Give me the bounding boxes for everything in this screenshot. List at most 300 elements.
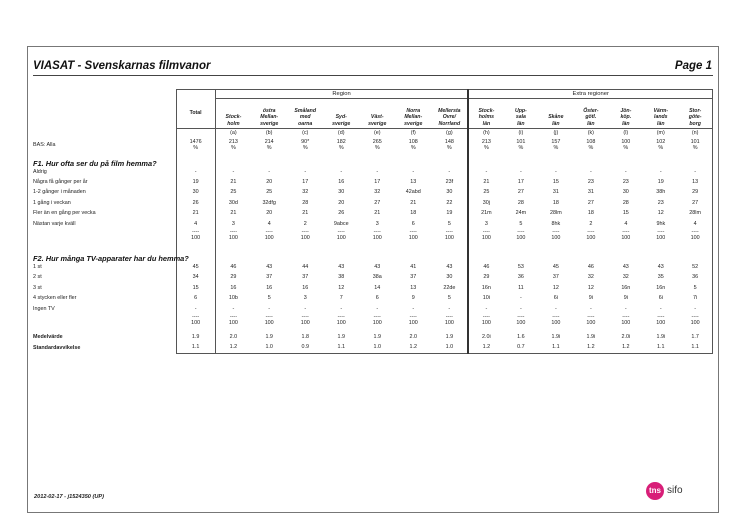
cell-value: 32 (302, 189, 309, 196)
cell-value: 9i (588, 295, 593, 302)
sum-value: ---- 100 (678, 229, 712, 242)
cell-value: 1.9 (445, 333, 454, 340)
cell-value: 7i (678, 294, 712, 304)
cell-value: - (659, 168, 662, 175)
column-header: östra Mellan- sverige (251, 99, 287, 129)
sum-value: ---- 100 (656, 229, 666, 241)
sum-value: ---- 100 (264, 314, 274, 326)
column-header: Stock- holm (215, 99, 251, 129)
row-label: 3 st (33, 284, 42, 291)
column-header: Mellersta Ovre/ Norrland (431, 99, 468, 129)
column-letter: (l) (623, 130, 629, 136)
sum-value: ---- 100 (176, 229, 215, 242)
cell-value: 14 (374, 284, 381, 291)
cell-value: 12 (657, 210, 664, 217)
cell-value: 1.1 (678, 343, 712, 354)
cell-value: 6 (375, 295, 379, 302)
cell-value: 13 (410, 284, 417, 291)
bas-row (33, 138, 713, 152)
cell-value: 21 (215, 177, 251, 187)
blank-cell (287, 152, 323, 167)
sum-value: ---- 100 (621, 314, 631, 326)
crosstab-table (33, 89, 713, 354)
cell-value: 1.2 (573, 343, 608, 354)
column-header: Total (176, 99, 215, 129)
cell-value: - (448, 168, 451, 175)
cell-value: 0.7 (503, 343, 538, 354)
sum-value: ---- 100 (678, 314, 712, 327)
cell-value: 1.8 (301, 333, 309, 340)
blank-cell (468, 247, 503, 262)
bas-value: 213 % (215, 138, 251, 152)
cell-value: 15 (176, 283, 215, 293)
cell-value: - (215, 304, 251, 314)
cell-value: - (678, 304, 712, 314)
question-row (33, 152, 713, 167)
sum-value: ---- 100 (656, 314, 666, 326)
cell-value: 3 (303, 295, 307, 302)
cell-value: 1.6 (517, 333, 525, 340)
cell-value: 32dfg (262, 199, 276, 206)
cell-value: 4 (267, 220, 271, 227)
cell-value: 52 (678, 262, 712, 272)
cell-value: 32 (374, 189, 381, 196)
cell-value: 31 (587, 189, 594, 196)
cell-value: 18 (587, 210, 594, 217)
sum-value: ---- 100 (468, 314, 503, 327)
blank-cell (395, 152, 431, 167)
bas-value: 102 % (656, 139, 666, 151)
bas-value: 100 % (621, 139, 631, 151)
sum-value: ---- 100 (408, 314, 418, 326)
cell-value: 30 (446, 274, 453, 281)
blank-cell (215, 152, 251, 167)
column-letter: (d) (337, 130, 345, 136)
bas-value: 213 % (468, 138, 503, 152)
cell-value: 16n (468, 283, 503, 293)
blank-cell (33, 129, 176, 139)
cell-value: 1.2 (608, 343, 643, 354)
row-label: Aldrig (33, 168, 47, 175)
cell-value: 32 (622, 274, 629, 281)
stat-row (33, 332, 713, 342)
cell-value: 26 (176, 198, 215, 208)
cell-value: 16n (656, 284, 666, 291)
column-letter: (e) (373, 130, 381, 136)
blank-cell (176, 152, 215, 167)
cell-value: 25 (266, 189, 273, 196)
blank-cell (323, 152, 359, 167)
cell-value: 29 (215, 273, 251, 283)
blank-cell (287, 247, 323, 262)
cell-value: 36 (678, 273, 712, 283)
cell-value: 22 (446, 199, 453, 206)
blank-cell (359, 152, 395, 167)
cell-value: - (412, 305, 415, 312)
column-letter: (k) (587, 130, 594, 136)
cell-value: 27 (374, 199, 381, 206)
cell-value: - (468, 167, 503, 177)
row-label: Nästan varje kväll (33, 220, 76, 227)
report-title: VIASAT - Svenskarnas filmvanor (33, 60, 211, 72)
cell-value: 4 (678, 219, 712, 229)
cell-value: 1.9 (373, 333, 381, 340)
row-label: 1 gång i veckan (33, 199, 71, 206)
cell-value: - (304, 168, 307, 175)
cell-value: 2 (303, 220, 307, 227)
row-label: Fler än en gång per vecka (33, 210, 96, 217)
table-row (33, 177, 713, 187)
blank-cell (468, 152, 503, 167)
group-header-row (33, 90, 713, 99)
column-letter-row (33, 129, 713, 139)
blank-cell (323, 247, 359, 262)
group-region: Region (215, 90, 468, 99)
cell-value: - (519, 295, 522, 302)
column-letter: (j) (553, 130, 559, 136)
row-label: 1-2 gånger i månaden (33, 189, 86, 196)
cell-value: 41 (410, 264, 417, 271)
cell-value: - (624, 168, 627, 175)
sum-value: ---- 100 (264, 229, 274, 241)
cell-value: 9hk (656, 220, 666, 227)
bas-value: 1476 % (176, 138, 215, 152)
table-row (33, 188, 713, 198)
cell-value: 28lm (678, 209, 712, 219)
cell-value: 5 (519, 220, 523, 227)
cell-value: - (268, 168, 271, 175)
cell-value: 8hk (551, 220, 561, 227)
blank-cell (608, 247, 643, 262)
cell-value: 27 (678, 198, 712, 208)
row-label: 1 st (33, 264, 42, 271)
cell-value: 27 (587, 199, 594, 206)
column-letter: (n) (678, 129, 712, 139)
column-header: Norra Mellan- sverige (395, 99, 431, 129)
cell-value: 1.9i (656, 333, 666, 340)
row-label: Standardavvikelse (33, 344, 81, 351)
question-row (33, 247, 713, 262)
cell-value: 23 (657, 199, 664, 206)
cell-value: 10i (468, 294, 503, 304)
cell-value: - (519, 168, 522, 175)
sum-value: ---- 100 (516, 314, 526, 326)
sum-value: ---- 100 (372, 229, 382, 241)
column-header-row (33, 99, 713, 129)
cell-value: 35 (657, 274, 664, 281)
stat-row (33, 343, 713, 354)
sum-value: ---- 100 (444, 229, 454, 241)
cell-value: 7 (339, 295, 343, 302)
cell-value: 53 (517, 264, 524, 271)
cell-value: 43 (657, 264, 664, 271)
table-row (33, 294, 713, 304)
sum-value: ---- 100 (300, 314, 310, 326)
cell-value: 22de (443, 284, 456, 291)
column-letter: (c) (302, 130, 309, 136)
cell-value: 19 (657, 179, 664, 186)
cell-value: 43 (266, 264, 273, 271)
cell-value: 26 (338, 210, 345, 217)
cell-value: 2.0 (409, 333, 417, 340)
cell-value: 45 (552, 264, 559, 271)
blank-cell (251, 152, 287, 167)
cell-value: 37 (552, 274, 559, 281)
cell-value: 1.2 (395, 343, 431, 354)
cell-value: 43 (338, 264, 345, 271)
cell-value: 19 (176, 177, 215, 187)
cell-value: 20 (266, 179, 273, 186)
cell-value: 1.0 (359, 343, 395, 354)
blank-cell (503, 247, 538, 262)
cell-value: 2.0 (215, 332, 251, 342)
cell-value: - (554, 168, 557, 175)
bas-value: 214 % (264, 139, 274, 151)
cell-value: 16 (215, 283, 251, 293)
blank-cell (33, 314, 176, 327)
blank-cell (431, 152, 468, 167)
blank-cell (395, 247, 431, 262)
group-extra-regioner: Extra regioner (468, 90, 712, 99)
sum-value: ---- 100 (621, 229, 631, 241)
bas-label: BAS: Alla (33, 142, 56, 148)
cell-value: 5 (447, 220, 451, 227)
column-letter: (a) (215, 129, 251, 139)
cell-value: 17 (302, 179, 309, 186)
cell-value: - (624, 305, 627, 312)
cell-value: 21 (215, 209, 251, 219)
sum-row (33, 229, 713, 242)
report-footer: 2012-02-17 - j1524350 (UP) (34, 494, 104, 500)
blank-cell (573, 247, 608, 262)
cell-value: 30 (446, 189, 453, 196)
cell-value: - (176, 304, 215, 314)
cell-value: 9i (623, 295, 628, 302)
cell-value: 24m (515, 210, 527, 217)
cell-value: 11 (518, 284, 524, 291)
cell-value: 13 (678, 177, 712, 187)
cell-value: 1.1 (643, 343, 678, 354)
blank-cell (33, 229, 176, 242)
cell-value: 4 (176, 219, 215, 229)
cell-value: 1.1 (538, 343, 573, 354)
cell-value: 28 (302, 199, 309, 206)
cell-value: 43 (446, 264, 453, 271)
logo-text: sifo (667, 485, 683, 496)
cell-value: - (448, 305, 451, 312)
bas-value: 265 % (372, 139, 382, 151)
cell-value: 25 (215, 188, 251, 198)
column-header: Skåne län (538, 99, 573, 129)
cell-value: 6 (411, 220, 415, 227)
column-header: Jön- köp. län (608, 99, 643, 129)
sum-value: ---- 100 (516, 229, 526, 241)
bas-value: 182 % (336, 139, 346, 151)
blank-cell (678, 247, 712, 262)
cell-value: 6i (553, 295, 558, 302)
cell-value: 30 (622, 189, 629, 196)
column-header: Öster- götl. län (573, 99, 608, 129)
cell-value: 30j (468, 198, 503, 208)
cell-value: 37 (266, 274, 273, 281)
cell-value: 21 (374, 210, 381, 217)
cell-value: 46 (587, 264, 594, 271)
cell-value: 17 (374, 179, 381, 186)
bas-value: 108 % (586, 139, 596, 151)
cell-value: 1.1 (323, 343, 359, 354)
cell-value: - (589, 168, 592, 175)
column-header: Småland med oarna (287, 99, 323, 129)
cell-value: 34 (176, 273, 215, 283)
sum-row (33, 314, 713, 327)
cell-value: 30 (338, 189, 345, 196)
table-row (33, 219, 713, 229)
column-header: Syd- sverige (323, 99, 359, 129)
column-letter: (b) (265, 130, 273, 136)
row-label: Några få gånger per år (33, 179, 88, 186)
blank-cell (503, 152, 538, 167)
blank-cell (678, 152, 712, 167)
cell-value: 3 (215, 219, 251, 229)
cell-value: 42abd (405, 189, 421, 196)
cell-value: 10b (215, 294, 251, 304)
cell-value: 23 (622, 179, 629, 186)
cell-value: 9 (411, 295, 415, 302)
sum-value: ---- 100 (372, 314, 382, 326)
cell-value: 38h (656, 189, 666, 196)
cell-value: - (340, 168, 343, 175)
table-row (33, 167, 713, 177)
cell-value: 44 (302, 264, 309, 271)
cell-value: 9abce (333, 220, 349, 227)
table-row (33, 198, 713, 208)
cell-value: 6i (658, 295, 663, 302)
table-row (33, 209, 713, 219)
question-title: F1. Hur ofta ser du på film hemma? (33, 159, 157, 168)
cell-value: 23 (587, 179, 594, 186)
column-letter: (m) (656, 130, 665, 136)
blank-cell (215, 247, 251, 262)
cell-value: 38 (338, 274, 345, 281)
blank-cell (33, 99, 176, 129)
blank-cell (538, 152, 573, 167)
page-number: Page 1 (674, 60, 712, 72)
sum-value: ---- 100 (336, 314, 346, 326)
column-header: Stock- holms län (468, 99, 503, 129)
cell-value: 1.9 (337, 333, 345, 340)
cell-value: 27 (517, 189, 524, 196)
cell-value: 12 (587, 284, 594, 291)
cell-value: 1.2 (215, 343, 251, 354)
cell-value: 16 (266, 284, 273, 291)
cell-value: 32 (587, 274, 594, 281)
cell-value: 18 (552, 199, 559, 206)
table-row (33, 273, 713, 283)
cell-value: 28lm (550, 210, 562, 217)
cell-value: - (554, 305, 557, 312)
table-row (33, 283, 713, 293)
cell-value: 28 (622, 199, 629, 206)
sum-value: ---- 100 (300, 229, 310, 241)
bas-value: 148 % (444, 139, 454, 151)
blank-cell (608, 152, 643, 167)
table-row (33, 262, 713, 272)
cell-value: 4 (624, 220, 628, 227)
sum-value: ---- 100 (551, 314, 561, 326)
column-letter: (i) (518, 130, 524, 136)
cell-value: - (376, 168, 379, 175)
sum-value: ---- 100 (215, 314, 251, 327)
column-header: Värm- lands län (643, 99, 678, 129)
bas-value: 157 % (551, 139, 561, 151)
table-row (33, 304, 713, 314)
bas-value: 108 % (408, 139, 418, 151)
cell-value: 1.0 (251, 343, 287, 354)
bas-value: 101 % (678, 138, 712, 152)
sum-value: ---- 100 (444, 314, 454, 326)
row-label: 4 stycken eller fler (33, 295, 77, 302)
cell-value: 17 (517, 179, 524, 186)
cell-value: - (519, 305, 522, 312)
row-label: 2 st (33, 274, 42, 281)
cell-value: 20 (266, 210, 273, 217)
sum-value: ---- 100 (176, 314, 215, 327)
cell-value: 1.9i (551, 333, 561, 340)
cell-value: - (412, 168, 415, 175)
cell-value: 0.9 (287, 343, 323, 354)
cell-value: 13 (410, 179, 417, 186)
cell-value: - (215, 167, 251, 177)
column-letter (176, 129, 215, 139)
blank-cell (538, 247, 573, 262)
blank-cell (251, 247, 287, 262)
cell-value: 21 (176, 209, 215, 219)
cell-value: 1.1 (176, 343, 215, 354)
blank-cell (176, 90, 215, 99)
cell-value: 16 (338, 179, 345, 186)
cell-value: 5 (447, 295, 451, 302)
cell-value: 15 (552, 179, 559, 186)
cell-value: 20 (338, 199, 345, 206)
title-rule (33, 75, 713, 76)
cell-value: 21 (410, 199, 417, 206)
cell-value: - (376, 305, 379, 312)
blank-cell (431, 247, 468, 262)
blank-cell (643, 247, 678, 262)
cell-value: 25 (468, 188, 503, 198)
cell-value: 1.9 (265, 333, 273, 340)
cell-value: 21 (468, 177, 503, 187)
cell-value: - (340, 305, 343, 312)
logo-mark-icon: tns (646, 482, 664, 500)
sum-value: ---- 100 (468, 229, 503, 242)
column-header: Stor- göte- borg (678, 99, 712, 129)
cell-value: - (678, 167, 712, 177)
cell-value: 37 (302, 274, 309, 281)
column-letter: (f) (410, 130, 416, 136)
cell-value: 31 (552, 189, 559, 196)
cell-value: 45 (176, 262, 215, 272)
cell-value: 30 (176, 188, 215, 198)
tns-sifo-logo (646, 482, 706, 500)
cell-value: 1.9 (176, 332, 215, 342)
cell-value: 1.0 (431, 343, 468, 354)
sum-value: ---- 100 (551, 229, 561, 241)
cell-value: 29 (468, 273, 503, 283)
cell-value: - (659, 305, 662, 312)
cell-value: 23f (445, 179, 454, 186)
column-letter: (g) (446, 130, 453, 136)
